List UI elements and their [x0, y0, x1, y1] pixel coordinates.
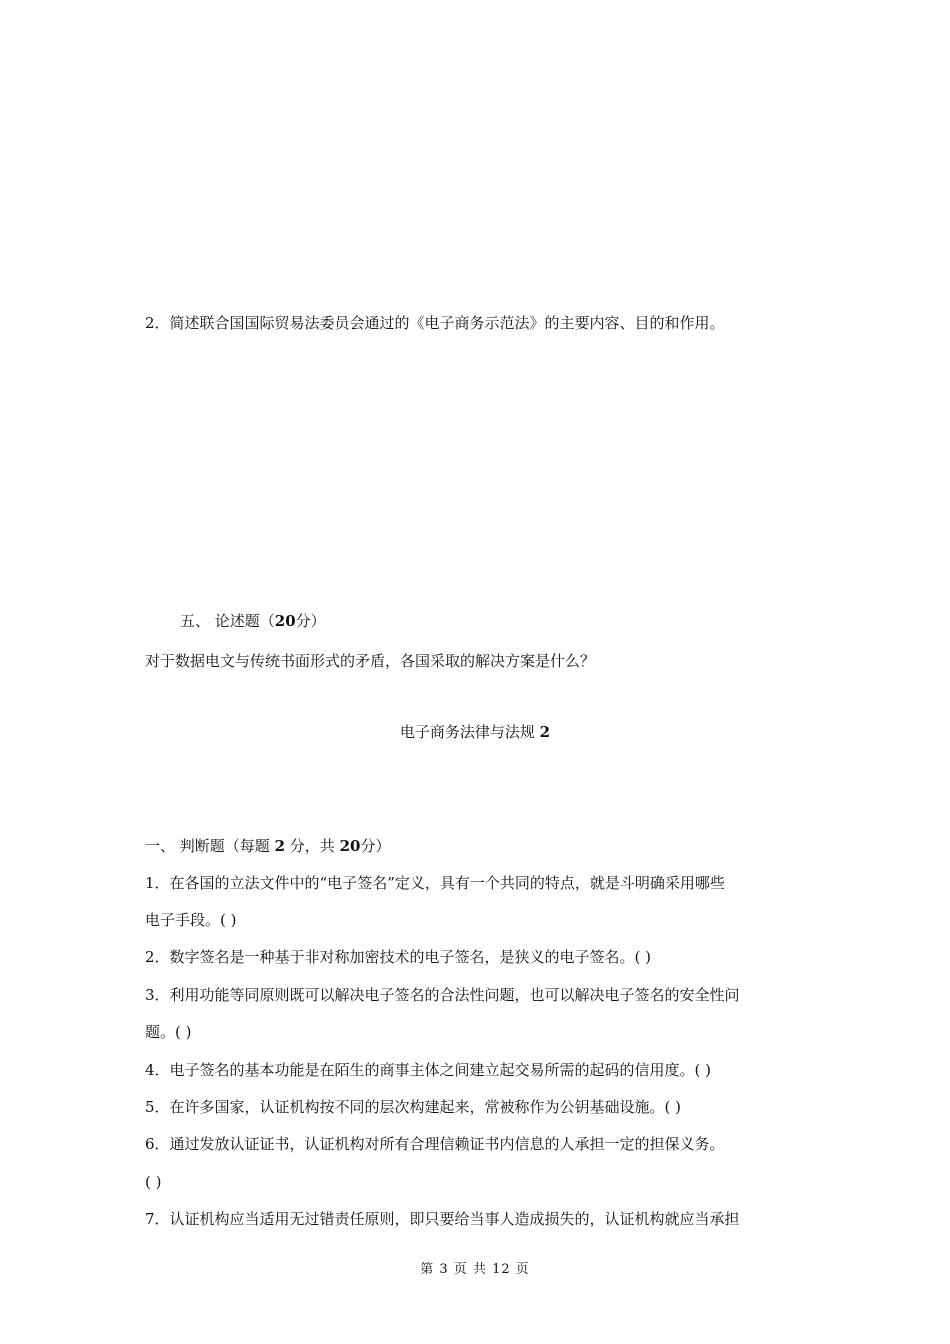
- section-1-points-each: 2: [274, 837, 285, 855]
- section-5-question: 对于数据电文与传统书面形式的矛盾，各国采取的解决方案是什么？: [145, 652, 596, 670]
- section-5-heading-prefix: 五、 论述题（: [180, 612, 275, 630]
- true-false-item-6-line-2: ( ): [145, 1173, 162, 1191]
- true-false-item-3-line-2: 题。( ): [145, 1023, 192, 1041]
- section-1-heading-prefix: 一、 判断题（每题: [145, 837, 270, 855]
- exam-2-title-text: 电子商务法律与法规: [399, 723, 535, 741]
- section-5-heading-suffix: 分）: [295, 612, 326, 630]
- section-1-heading: [145, 836, 825, 856]
- page-footer: [0, 1262, 950, 1278]
- section-5-points: 20: [274, 612, 296, 630]
- section-1-heading-mid: 分，共: [289, 837, 335, 855]
- true-false-item-4: 4．电子签名的基本功能是在陌生的商事主体之间建立起交易所需的起码的信用度。( ): [145, 1061, 712, 1079]
- exam-2-title-number: 2: [539, 723, 551, 741]
- true-false-item-5: 5．在许多国家，认证机构按不同的层次构建起来，常被称作为公钥基础设施。( ): [145, 1098, 682, 1116]
- section-5-heading: [180, 611, 860, 631]
- essay-question-2: 2．简述联合国国际贸易法委员会通过的《电子商务示范法》的主要内容、目的和作用。: [145, 314, 725, 332]
- section-1-points-total: 20: [339, 837, 361, 855]
- true-false-item-7-line-1: 7．认证机构应当适用无过错责任原则，即只要给当事人造成损失的，认证机构就应当承担: [145, 1210, 740, 1228]
- exam-2-title: [0, 722, 950, 742]
- true-false-item-1-line-2: 电子手段。( ): [145, 911, 237, 929]
- footer-label-end: 页: [515, 1262, 530, 1277]
- footer-label-page: 第: [420, 1262, 435, 1277]
- footer-label-of: 页 共: [453, 1262, 487, 1277]
- footer-total-pages: 12: [492, 1262, 511, 1277]
- section-1-heading-suffix: 分）: [360, 837, 391, 855]
- true-false-item-1-line-1: 1．在各国的立法文件中的“电子签名”定义，具有一个共同的特点，就是斗明确采用哪些: [145, 874, 725, 892]
- true-false-item-2: 2．数字签名是一种基于非对称加密技术的电子签名，是狭义的电子签名。( ): [145, 948, 652, 966]
- true-false-item-6-line-1: 6．通过发放认证证书，认证机构对所有合理信赖证书内信息的人承担一定的担保义务。: [145, 1135, 725, 1153]
- true-false-item-3-line-1: 3．利用功能等同原则既可以解决电子签名的合法性问题，也可以解决电子签名的安全性问: [145, 986, 740, 1004]
- footer-page-number: 3: [439, 1262, 449, 1277]
